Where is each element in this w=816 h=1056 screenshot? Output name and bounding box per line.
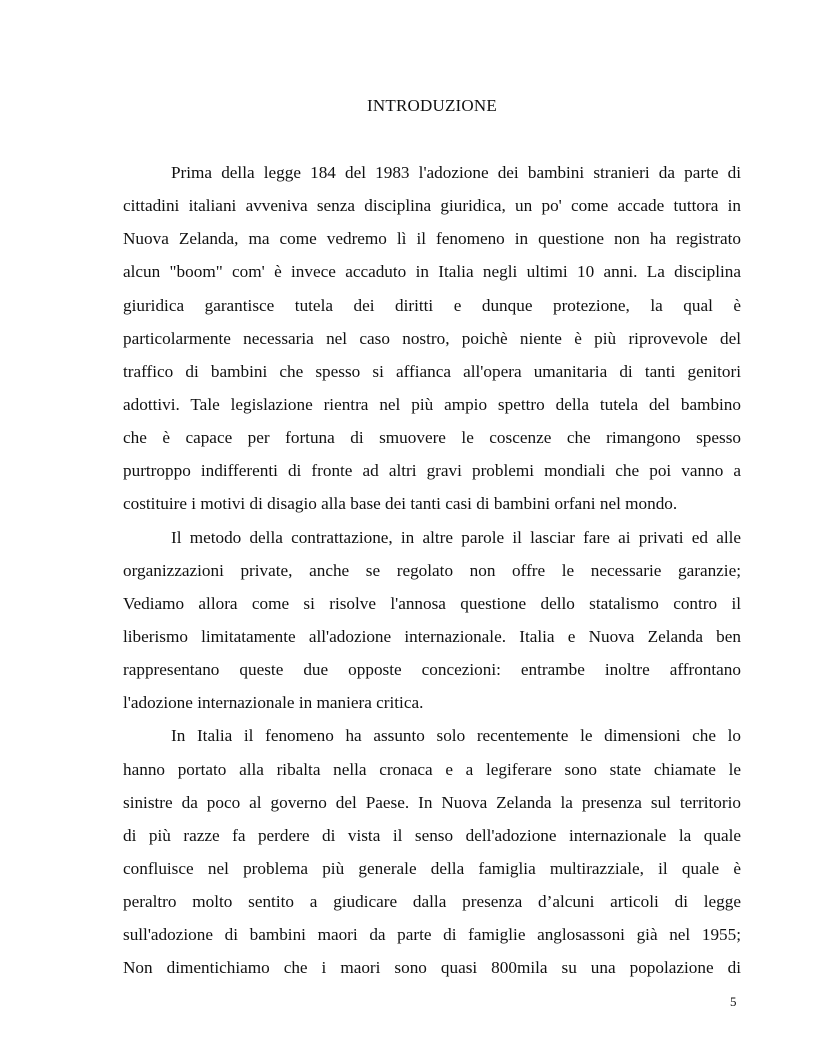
page-title: INTRODUZIONE (367, 96, 497, 115)
paragraph-1-line-9: che è capace per fortuna di smuovere le coscenze che rimangono spesso (123, 428, 741, 448)
paragraph-1-line-1: Prima della legge 184 del 1983 l'adozione dei bambini stranieri da parte di (171, 163, 741, 182)
page-number: 5 (730, 994, 737, 1009)
paragraph-1-line-2: cittadini italiani avveniva senza disciplina giuridica, un po' come accade tuttora in (123, 196, 741, 216)
paragraph-3-line-6: peraltro molto sentito a giudicare dalla presenza d’alcuni articoli di legge (123, 892, 741, 912)
paragraph-1-line-7: traffico di bambini che spesso si affianca all'opera umanitaria di tanti genitori (123, 361, 741, 381)
paragraph-2-line-4: liberismo limitatamente all'adozione internazionale. Italia e Nuova Zelanda ben (123, 626, 741, 646)
paragraph-1-line-11: costituire i motivi di disagio alla base dei tanti casi di bambini orfani nel mondo. (123, 494, 678, 514)
paragraph-2-line-2: organizzazioni private, anche se regolato non offre le necessarie garanzie; (123, 560, 741, 580)
paragraph-3-line-8: Non dimentichiamo che i maori sono quasi 800mila su una popolazione di (123, 958, 741, 978)
paragraph-3-line-2: hanno portato alla ribalta nella cronaca e a legiferare sono state chiamate le (123, 759, 741, 779)
paragraph-2-line-3: Vediamo allora come si risolve l'annosa questione dello statalismo contro il (123, 593, 741, 613)
paragraph-2-line-5: rappresentano queste due opposte concezioni: entrambe inoltre affrontano (123, 660, 741, 680)
paragraph-3-line-1: In Italia il fenomeno ha assunto solo recentemente le dimensioni che lo (171, 726, 741, 746)
paragraph-2-line-1: Il metodo della contrattazione, in altre parole il lasciar fare ai privati ed alle (171, 527, 741, 547)
paragraph-1-line-4: alcun "boom" com' è invece accaduto in Italia negli ultimi 10 anni. La disciplina (123, 262, 741, 282)
paragraph-1-line-8: adottivi. Tale legislazione rientra nel più ampio spettro della tutela del bambino (123, 394, 741, 414)
paragraph-3-line-5: confluisce nel problema più generale della famiglia multirazziale, il quale è (123, 858, 741, 878)
paragraph-1-line-3: Nuova Zelanda, ma come vedremo lì il fenomeno in questione non ha registrato (123, 229, 741, 249)
paragraph-3-line-4: di più razze fa perdere di vista il senso dell'adozione internazionale la quale (123, 825, 741, 845)
paragraph-1-line-5: giuridica garantisce tutela dei diritti e dunque protezione, la qual è (123, 295, 741, 315)
paragraph-3-line-3: sinistre da poco al governo del Paese. In Nuova Zelanda la presenza sul territorio (123, 792, 741, 812)
paragraph-1-line-6: particolarmente necessaria nel caso nostro, poichè niente è più riprovevole del (123, 328, 741, 348)
paragraph-2-line-6: l'adozione internazionale in maniera critica. (123, 693, 424, 713)
paragraph-1-line-10: purtroppo indifferenti di fronte ad altri gravi problemi mondiali che poi vanno a (123, 461, 741, 481)
body-text (123, 156, 741, 985)
paragraph-3-line-7: sull'adozione di bambini maori da parte di famiglie anglosassoni già nel 1955; (123, 925, 741, 945)
